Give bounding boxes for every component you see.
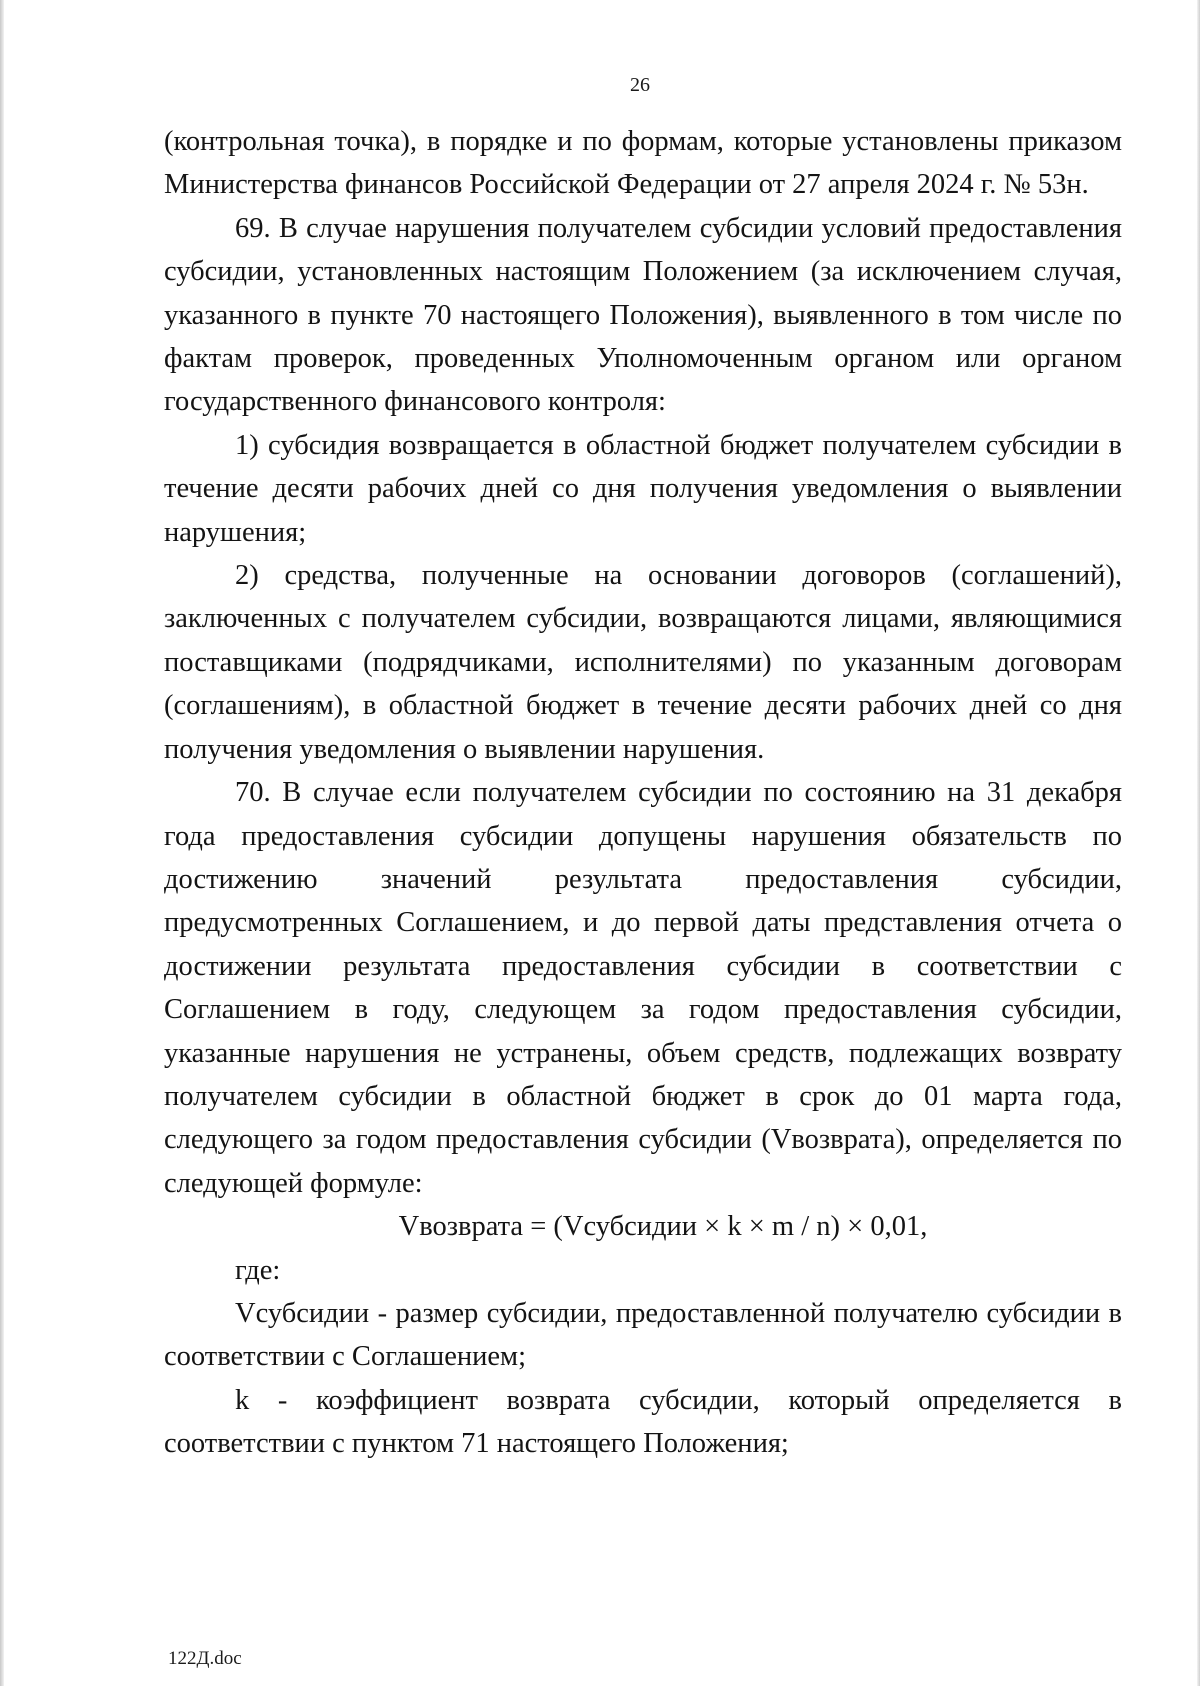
formula: Vвозврата = (Vсубсидии × k × m / n) × 0,01, (398, 1211, 928, 1243)
paragraph-where: где: (235, 1254, 281, 1286)
paragraph-item-70: 70. В случае если получателем субсидии по состоянию на 31 декабря года предоставления субсидии допущены нарушения обязательств по достижению значений результата предоставления субсидии, предусмотренных Соглашением, и до первой даты представления отчета о достижении результата предоставления субсидии в соответствии с Соглашением в году, следующем за годом предоставления субсидии, указанные нарушения не устранены, объем средств, подлежащих возврату получателем субсидии в областной бюджет в срок до 01 марта года, следующего за годом предоставления субсидии (Vвозврата), определяется по следующей формуле: (164, 777, 1122, 1199)
paragraph-v-subsidy-definition: Vсубсидии - размер субсидии, предоставленной получателю субсидии в соответствии с Соглашением; (164, 1297, 1122, 1373)
footer-filename: 122Д.doc (168, 1648, 242, 1669)
paragraph-item-69: 69. В случае нарушения получателем субсидии условий предоставления субсидии, установленных настоящим Положением (за исключением случая, указанного в пункте 70 настоящего Положения), выявленного в том числе по фактам проверок, проведенных Уполномоченным органом или органом государственного финансового контроля: (164, 212, 1122, 418)
paragraph-k-definition: k - коэффициент возврата субсидии, который определяется в соответствии с пунктом 71 настоящего Положения; (164, 1384, 1122, 1460)
paragraph-subitem-1: 1) субсидия возвращается в областной бюджет получателем субсидии в течение десяти рабочих дней со дня получения уведомления о выявлении нарушения; (164, 429, 1122, 548)
page-number: 26 (630, 74, 650, 96)
paragraph-continuation: (контрольная точка), в порядке и по формам, которые установлены приказом Министерства финансов Российской Федерации от 27 апреля 2024 г. № 53н. (164, 126, 1122, 201)
scan-edge-left (0, 0, 4, 1686)
paragraph-subitem-2: 2) средства, полученные на основании договоров (соглашений), заключенных с получателем субсидии, возвращаются лицами, являющимися поставщиками (подрядчиками, исполнителями) по указанным договорам (соглашениям), в областной бюджет в течение десяти рабочих дней со дня получения уведомления о выявлении нарушения. (164, 560, 1122, 765)
document-body (164, 120, 1122, 1466)
